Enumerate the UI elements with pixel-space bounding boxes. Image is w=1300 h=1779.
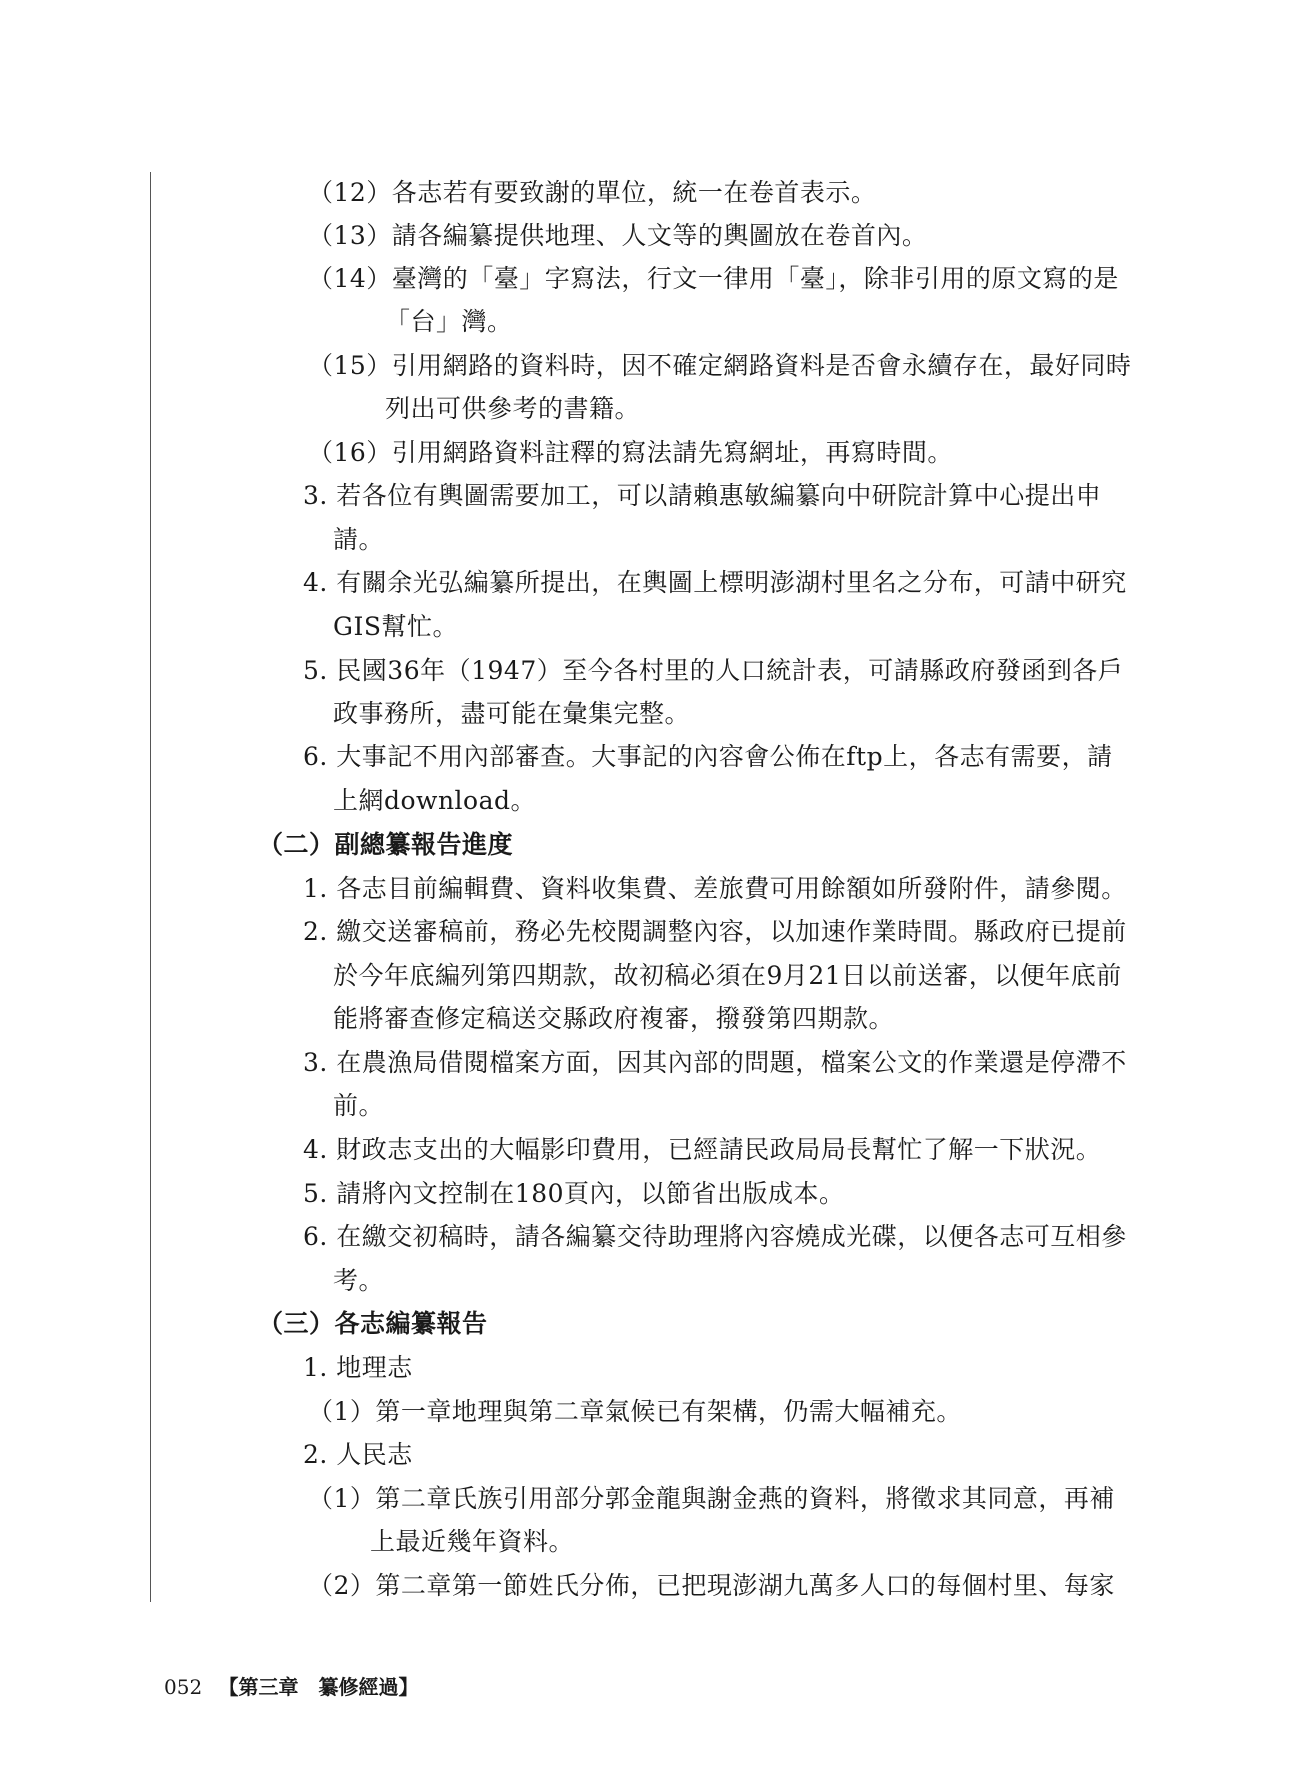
- text-line: （13）請各編纂提供地理、人文等的輿圖放在卷首內。: [308, 221, 928, 250]
- margin-rule: [150, 172, 151, 1602]
- text-line: 3. 若各位有輿圖需要加工，可以請賴惠敏編纂向中研院計算中心提出申: [303, 481, 1102, 510]
- text-line: 5. 民國36年（1947）至今各村里的人口統計表，可請縣政府發函到各戶: [303, 656, 1124, 685]
- text-line: 上最近幾年資料。: [370, 1527, 575, 1556]
- text-line: 2. 繳交送審稿前，務必先校閱調整內容，以加速作業時間。縣政府已提前: [303, 917, 1127, 946]
- text-line: （16）引用網路資料註釋的寫法請先寫網址，再寫時間。: [308, 438, 953, 467]
- text-line: 6. 大事記不用內部審查。大事記的內容會公佈在ftp上，各志有需要，請: [303, 742, 1113, 771]
- page-footer: [164, 1674, 419, 1700]
- text-line: 4. 有關余光弘編纂所提出，在輿圖上標明澎湖村里名之分布，可請中研究: [303, 568, 1127, 597]
- text-line: 請。: [333, 525, 385, 554]
- text-line: 上網download。: [333, 786, 537, 815]
- text-line: 政事務所，盡可能在彙集完整。: [333, 699, 691, 728]
- text-line: GIS幫忙。: [333, 612, 458, 641]
- text-line: （1）第一章地理與第二章氣候已有架構，仍需大幅補充。: [308, 1397, 962, 1426]
- text-line: （14）臺灣的「臺」字寫法，行文一律用「臺」，除非引用的原文寫的是: [308, 264, 1119, 293]
- text-line: 能將審查修定稿送交縣政府複審，撥發第四期款。: [333, 1004, 895, 1033]
- text-line: （15）引用網路的資料時，因不確定網路資料是否會永續存在，最好同時: [308, 351, 1132, 380]
- text-line: 前。: [333, 1091, 385, 1120]
- text-line: 6. 在繳交初稿時，請各編纂交待助理將內容燒成光碟，以便各志可互相參: [303, 1222, 1127, 1251]
- text-line: （12）各志若有要致謝的單位，統一在卷首表示。: [308, 178, 877, 207]
- text-line: 考。: [333, 1266, 385, 1295]
- text-line: 1. 各志目前編輯費、資料收集費、差旅費可用餘額如所發附件，請參閱。: [303, 874, 1127, 903]
- text-line: 「台」灣。: [385, 307, 513, 336]
- text-line: 於今年底編列第四期款，故初稿必須在9月21日以前送審，以便年底前: [333, 961, 1122, 990]
- section-heading: （三）各志編纂報告: [258, 1309, 488, 1338]
- text-line: 5. 請將內文控制在180頁內，以節省出版成本。: [303, 1179, 845, 1208]
- section-heading: （二）副總纂報告進度: [258, 830, 514, 859]
- page-number: 052: [164, 1675, 203, 1699]
- text-line: （1）第二章氏族引用部分郭金龍與謝金燕的資料，將徵求其同意，再補: [308, 1484, 1115, 1513]
- text-line: 4. 財政志支出的大幅影印費用，已經請民政局局長幫忙了解一下狀況。: [303, 1135, 1102, 1164]
- text-line: （2）第二章第一節姓氏分佈，已把現澎湖九萬多人口的每個村里、每家: [308, 1571, 1115, 1600]
- text-line: 1. 地理志: [303, 1353, 413, 1382]
- text-line: 2. 人民志: [303, 1440, 413, 1469]
- text-line: 3. 在農漁局借閱檔案方面，因其內部的問題，檔案公文的作業還是停滯不: [303, 1048, 1127, 1077]
- text-line: 列出可供參考的書籍。: [385, 394, 641, 423]
- running-chapter-title: 【第三章 纂修經過】: [218, 1675, 419, 1699]
